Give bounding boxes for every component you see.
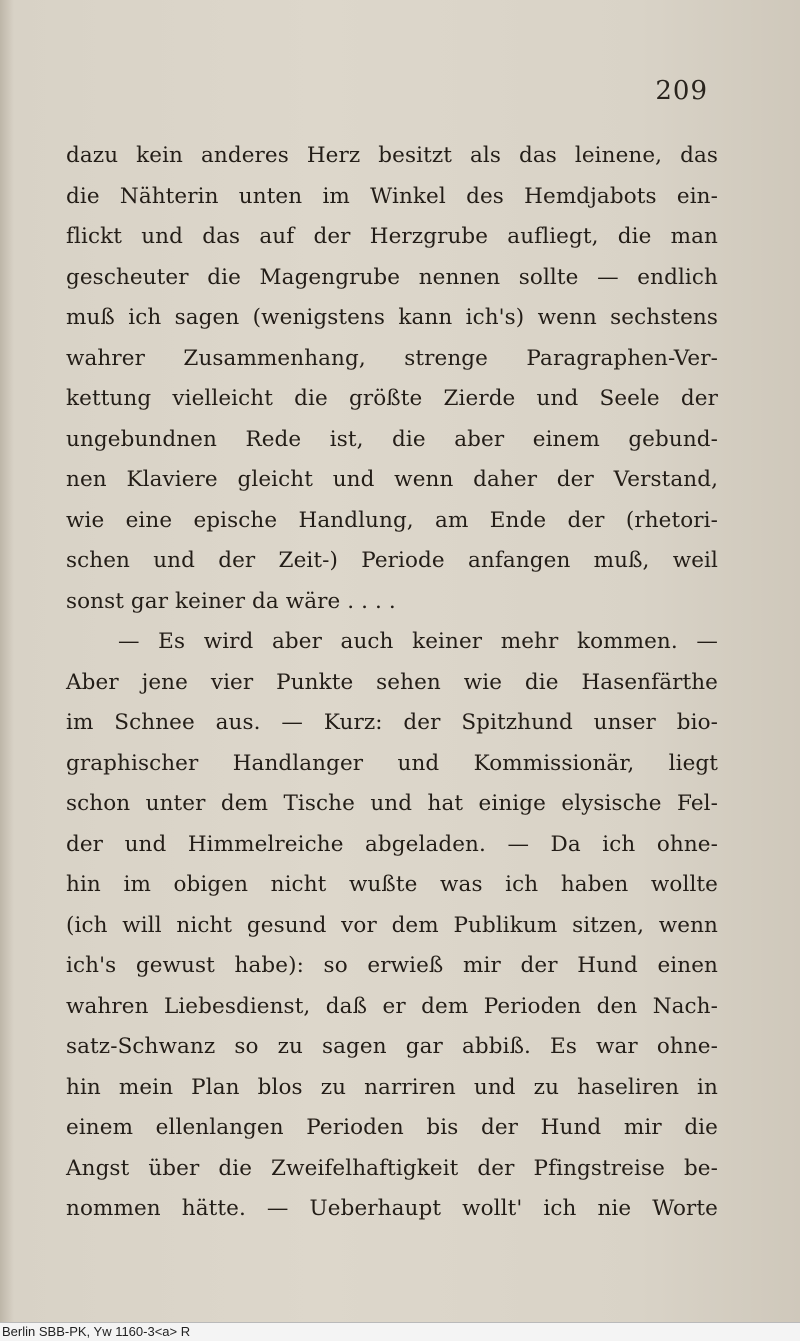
text-line: hin mein Plan blos zu narriren und zu haseliren in [66, 1074, 718, 1100]
text-line: der und Himmelreiche abgeladen. — Da ich ohne- [66, 831, 718, 857]
text-line: schon unter dem Tische und hat einige elysische Fel- [66, 791, 718, 816]
text-line: wie eine epische Handlung, am Ende der (rhetori- [66, 507, 718, 533]
text-line: schen und der Zeit-) Periode anfangen muß, weil [66, 548, 718, 573]
text-line: im Schnee aus. — Kurz: der Spitzhund unser bio- [66, 710, 718, 735]
text-line: graphischer Handlanger und Kommissionär, liegt [66, 750, 718, 776]
text-line: nen Klaviere gleicht und wenn daher der Verstand, [66, 467, 718, 492]
text-line: satz-Schwanz so zu sagen gar abbiß. Es war ohne- [66, 1034, 718, 1059]
text-line: wahrer Zusammenhang, strenge Paragraphen-Ver- [66, 345, 718, 371]
page-number: 209 [655, 76, 708, 106]
body-text [66, 136, 718, 1230]
text-line: dazu kein anderes Herz besitzt als das leinene, das [66, 143, 718, 168]
text-line: einem ellenlangen Perioden bis der Hund mir die [66, 1115, 718, 1140]
text-line: ich's gewust habe): so erwieß mir der Hund einen [66, 953, 718, 978]
footer-label: Berlin SBB-PK, Yw 1160-3<a> R [2, 1324, 191, 1339]
text-line: (ich will nicht gesund vor dem Publikum sitzen, wenn [66, 912, 718, 938]
text-line: flickt und das auf der Herzgrube aufliegt, die man [66, 224, 718, 249]
text-line: — Es wird aber auch keiner mehr kommen. — [118, 629, 718, 654]
text-line: ungebundnen Rede ist, die aber einem gebund- [66, 426, 718, 452]
text-line: gescheuter die Magengrube nennen sollte — endlich [66, 264, 718, 290]
text-line: wahren Liebesdienst, daß er dem Perioden den Nach- [66, 993, 718, 1019]
text-line: hin im obigen nicht wußte was ich haben wollte [66, 872, 718, 897]
page-binding-shadow [0, 0, 14, 1322]
text-line: die Nähterin unten im Winkel des Hemdjabots ein- [66, 183, 718, 209]
text-line: sonst gar keiner da wäre . . . . [66, 588, 396, 614]
footer-bar [0, 1322, 800, 1341]
text-line: nommen hätte. — Ueberhaupt wollt' ich nie Worte [66, 1196, 718, 1221]
text-line: muß ich sagen (wenigstens kann ich's) wenn sechstens [66, 305, 718, 330]
text-line: kettung vielleicht die größte Zierde und Seele der [66, 386, 718, 411]
text-line: Angst über die Zweifelhaftigkeit der Pfingstreise be- [66, 1155, 718, 1181]
text-line: Aber jene vier Punkte sehen wie die Hasenfärthe [66, 669, 718, 695]
